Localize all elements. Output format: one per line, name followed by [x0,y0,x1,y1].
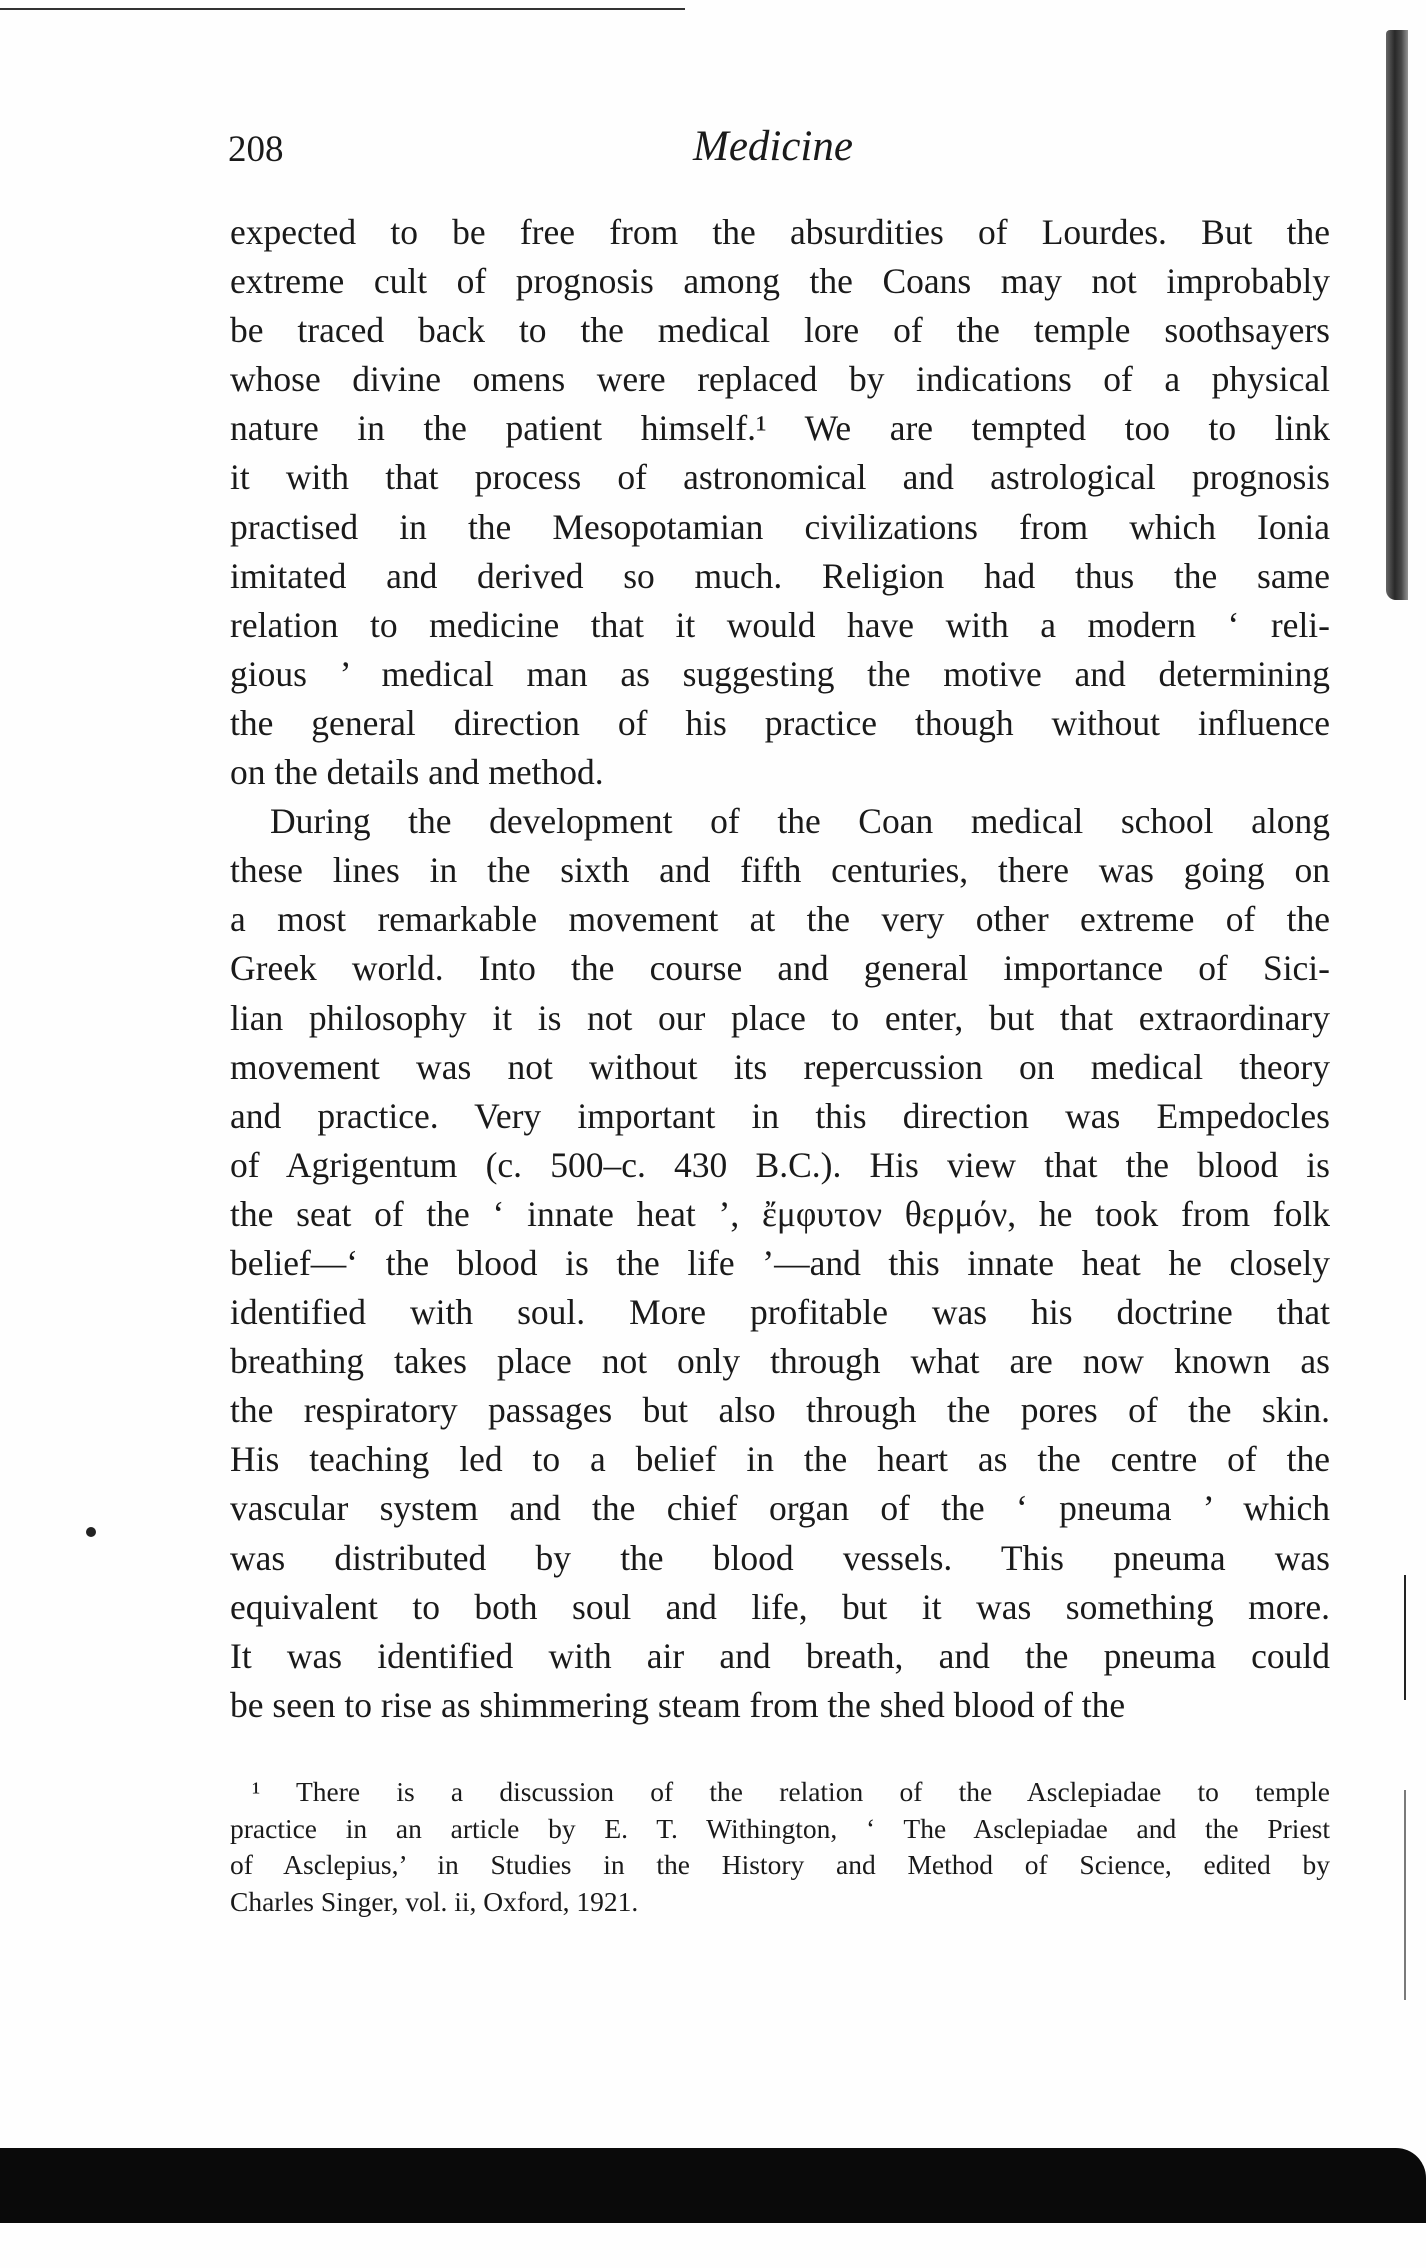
footnote-line: Charles Singer, vol. ii, Oxford, 1921. [230,1885,639,1917]
text-line: During the development of the Coan medical school along [270,801,1330,842]
text-line: it with that process of astronomical and astrological prognosis [230,457,1330,498]
text-line: relation to medicine that it would have with a modern ‘ reli- [230,604,1330,645]
text-line: practised in the Mesopotamian civilizations from which Ionia [230,506,1330,547]
text-line: the general direction of his practice though without influence [230,702,1330,743]
text-line: identified with soul. More profitable was his doctrine that [230,1292,1330,1333]
footnote-line: of Asclepius,’ in Studies in the History and Method of Science, edited by [230,1849,1330,1880]
margin-mark [86,1527,96,1537]
text-line: on the details and method. [230,752,604,793]
body-text [230,208,1330,1730]
text-line: be traced back to the medical lore of the temple soothsayers [230,310,1330,351]
text-line: of Agrigentum (c. 500–c. 430 B.C.). His view that the blood is [230,1144,1330,1185]
text-line: equivalent to both soul and life, but it was something more. [230,1586,1330,1627]
text-line: belief—‘ the blood is the life ’—and this innate heat he closely [230,1242,1330,1283]
text-line: the seat of the ‘ innate heat ’, ἔμφυτον θερμόν, he took from folk [230,1193,1330,1234]
page-edge-line [1404,1790,1406,2000]
text-line: and practice. Very important in this direction was Empedocles [230,1095,1330,1136]
text-line: extreme cult of prognosis among the Coans may not improbably [230,261,1330,302]
text-line: nature in the patient himself.¹ We are tempted too to link [230,408,1330,449]
text-line: the respiratory passages but also through the pores of the skin. [230,1390,1330,1431]
text-line: be seen to rise as shimmering steam from the shed blood of the [230,1684,1126,1725]
text-line: It was identified with air and breath, and the pneuma could [230,1635,1330,1676]
text-line: expected to be free from the absurdities of Lourdes. But the [230,212,1330,252]
text-line: a most remarkable movement at the very other extreme of the [230,899,1330,940]
text-line: lian philosophy it is not our place to enter, but that extraordinary [230,997,1330,1038]
text-line: Greek world. Into the course and general importance of Sici- [230,948,1330,989]
page-header [228,122,1328,182]
text-line: His teaching led to a belief in the heart as the centre of the [230,1439,1330,1480]
page-edge-line [1404,1575,1406,1700]
text-line: imitated and derived so much. Religion had thus the same [230,555,1330,596]
text-line: these lines in the sixth and fifth centuries, there was going on [230,850,1330,891]
footnote-line: ¹ There is a discussion of the relation of the Asclepiadae to temple [252,1776,1330,1807]
page-edge-shadow [1386,30,1408,600]
text-line: gious ’ medical man as suggesting the motive and determining [230,653,1330,694]
footnotes [230,1774,1330,1920]
text-line: was distributed by the blood vessels. This pneuma was [230,1537,1330,1578]
text-line: vascular system and the chief organ of the ‘ pneuma ’ which [230,1488,1330,1529]
top-rule [0,8,685,10]
text-line: movement was not without its repercussion on medical theory [230,1046,1330,1087]
text-line: whose divine omens were replaced by indications of a physical [230,359,1330,400]
text-line: breathing takes place not only through what are now known as [230,1341,1330,1382]
page-number: 208 [228,129,284,170]
running-title: Medicine [693,123,853,170]
bottom-scan-band [0,2148,1426,2223]
footnote-line: practice in an article by E. T. Withington, ‘ The Asclepiadae and the Priest [230,1812,1330,1844]
